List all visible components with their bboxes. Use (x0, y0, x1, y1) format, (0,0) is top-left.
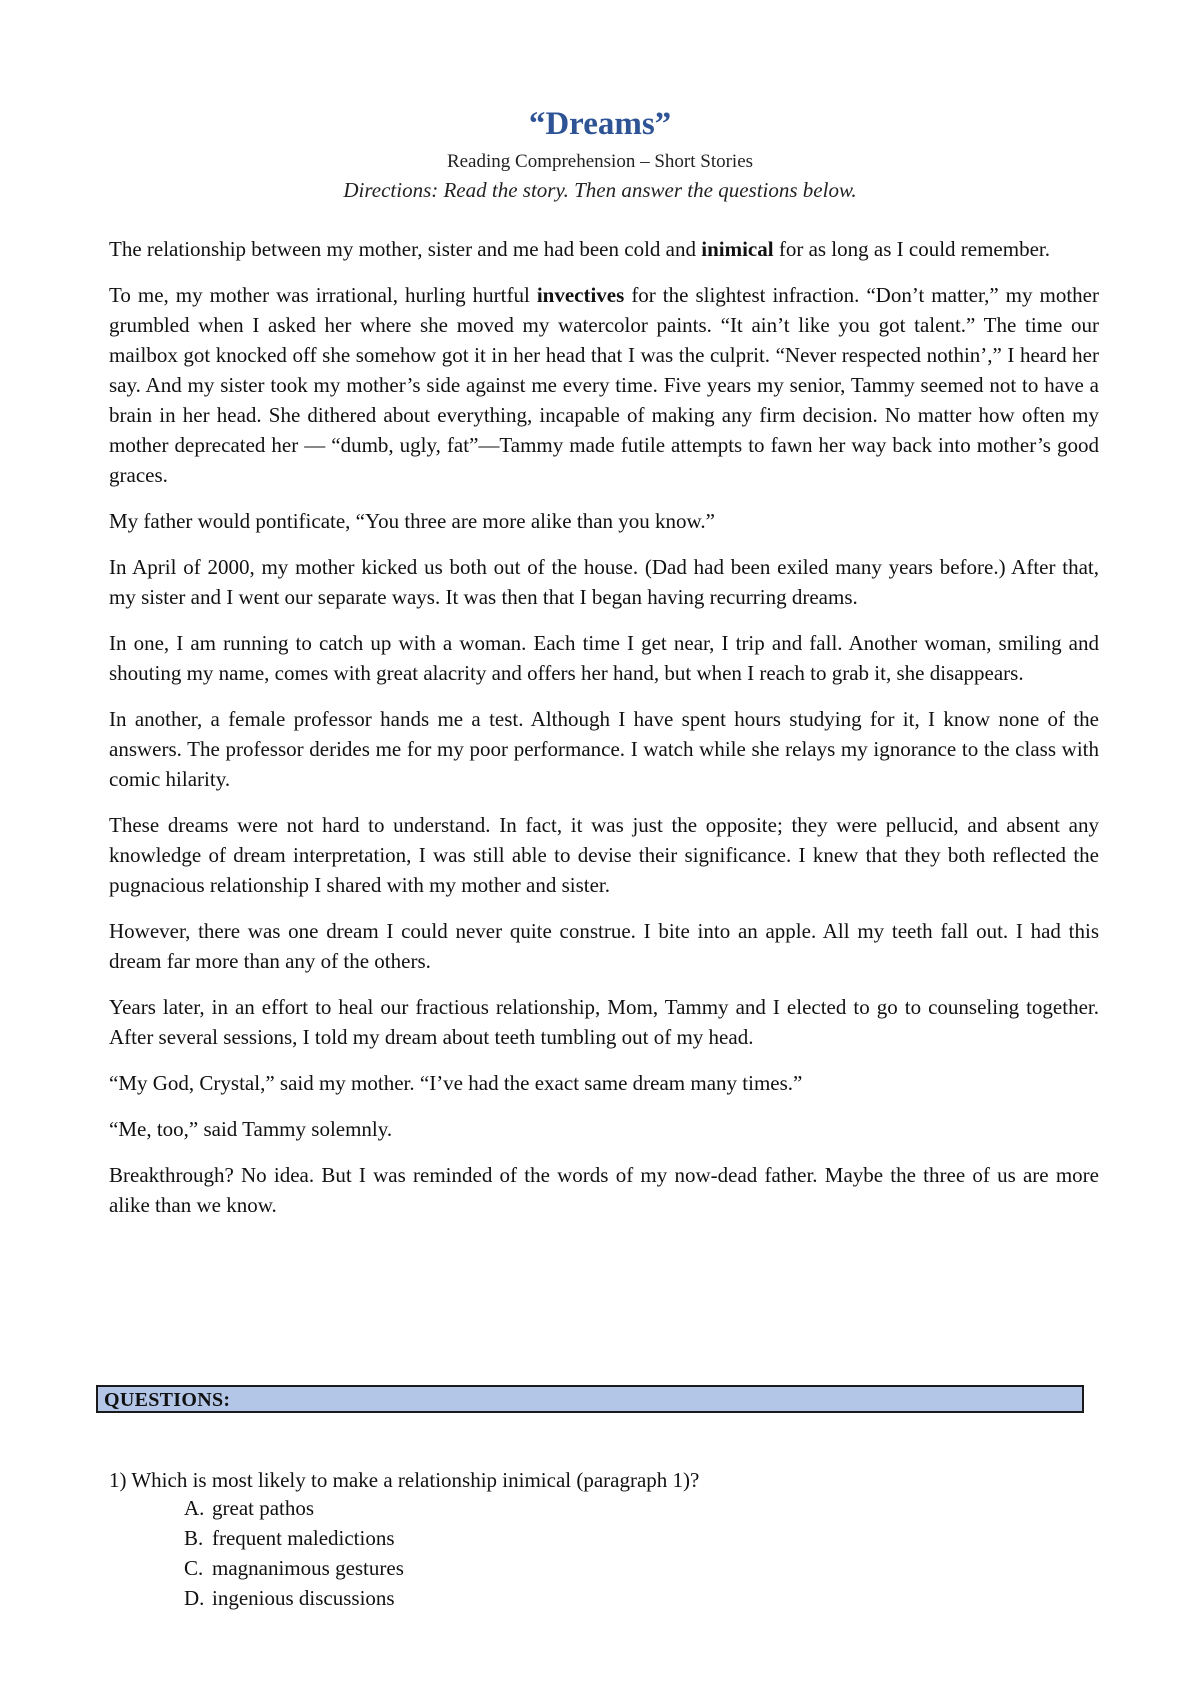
questions-header-bar (96, 1385, 1084, 1413)
option-b: B. frequent maledictions (184, 1526, 395, 1550)
option-c: C. magnanimous gestures (184, 1556, 404, 1580)
vocab-word-inimical: inimical (701, 237, 774, 261)
option-a: A. great pathos (184, 1496, 315, 1520)
story-paragraph-11: “Me, too,” said Tammy solemnly. (109, 1117, 393, 1141)
story-title: “Dreams” (528, 106, 672, 142)
story-paragraph-12: Breakthrough? No idea. But I was reminded of the words of my now-dead father. Maybe the three of us are more alike than we know. (109, 1163, 1099, 1217)
subtitle: Reading Comprehension – Short Stories (446, 151, 754, 172)
story-paragraph-2: To me, my mother was irrational, hurling hurtful invectives for the slightest infraction. “Don’t matter,” my mother grumbled when I asked her where she moved my watercolor paints. “It ain’t like you got talent.” The time our mailbox got knocked off she somehow got it in her head that I was the culprit. “Never respected nothin’,” I heard her say. And my sister took my mother’s side against me every time. Five years my senior, Tammy seemed not to have a brain in her head. She dithered about everything, incapable of making any firm decision. No matter how often my mother deprecated her — “dumb, ugly, fat”—Tammy made futile attempts to fawn her way back into mother’s good graces. (109, 283, 1099, 487)
option-d: D. ingenious discussions (184, 1586, 395, 1610)
story-paragraph-10: “My God, Crystal,” said my mother. “I’ve had the exact same dream many times.” (109, 1071, 803, 1095)
vocab-word-invectives: invectives (536, 283, 625, 307)
story-body (109, 234, 1099, 1236)
story-paragraph-7: These dreams were not hard to understand. In fact, it was just the opposite; they were pellucid, and absent any knowledge of dream interpretation, I was still able to devise their significance. I knew that they both reflected the pugnacious relationship I shared with my mother and sister. (109, 813, 1099, 897)
question-1: 1) Which is most likely to make a relationship inimical (paragraph 1)? (109, 1468, 700, 1492)
questions-header: QUESTIONS: (104, 1389, 231, 1411)
directions: Directions: Read the story. Then answer the questions below. (343, 178, 857, 202)
story-paragraph-1: The relationship between my mother, sister and me had been cold and inimical for as long as I could remember. (109, 237, 1050, 261)
question-1-options (184, 1493, 404, 1613)
story-paragraph-9: Years later, in an effort to heal our fractious relationship, Mom, Tammy and I elected to go to counseling together. After several sessions, I told my dream about teeth tumbling out of my head. (109, 995, 1099, 1049)
story-paragraph-3: My father would pontificate, “You three are more alike than you know.” (109, 509, 715, 533)
story-paragraph-5: In one, I am running to catch up with a woman. Each time I get near, I trip and fall. Another woman, smiling and shouting my name, comes with great alacrity and offers her hand, but when I reach to grab it, she disappears. (109, 631, 1099, 685)
story-paragraph-4: In April of 2000, my mother kicked us both out of the house. (Dad had been exiled many years before.) After that, my sister and I went our separate ways. It was then that I began having recurring dreams. (109, 555, 1099, 609)
story-paragraph-8: However, there was one dream I could never quite construe. I bite into an apple. All my teeth fall out. I had this dream far more than any of the others. (109, 919, 1099, 973)
story-paragraph-6: In another, a female professor hands me a test. Although I have spent hours studying for it, I know none of the answers. The professor derides me for my poor performance. I watch while she relays my ignorance to the class with comic hilarity. (109, 707, 1099, 791)
